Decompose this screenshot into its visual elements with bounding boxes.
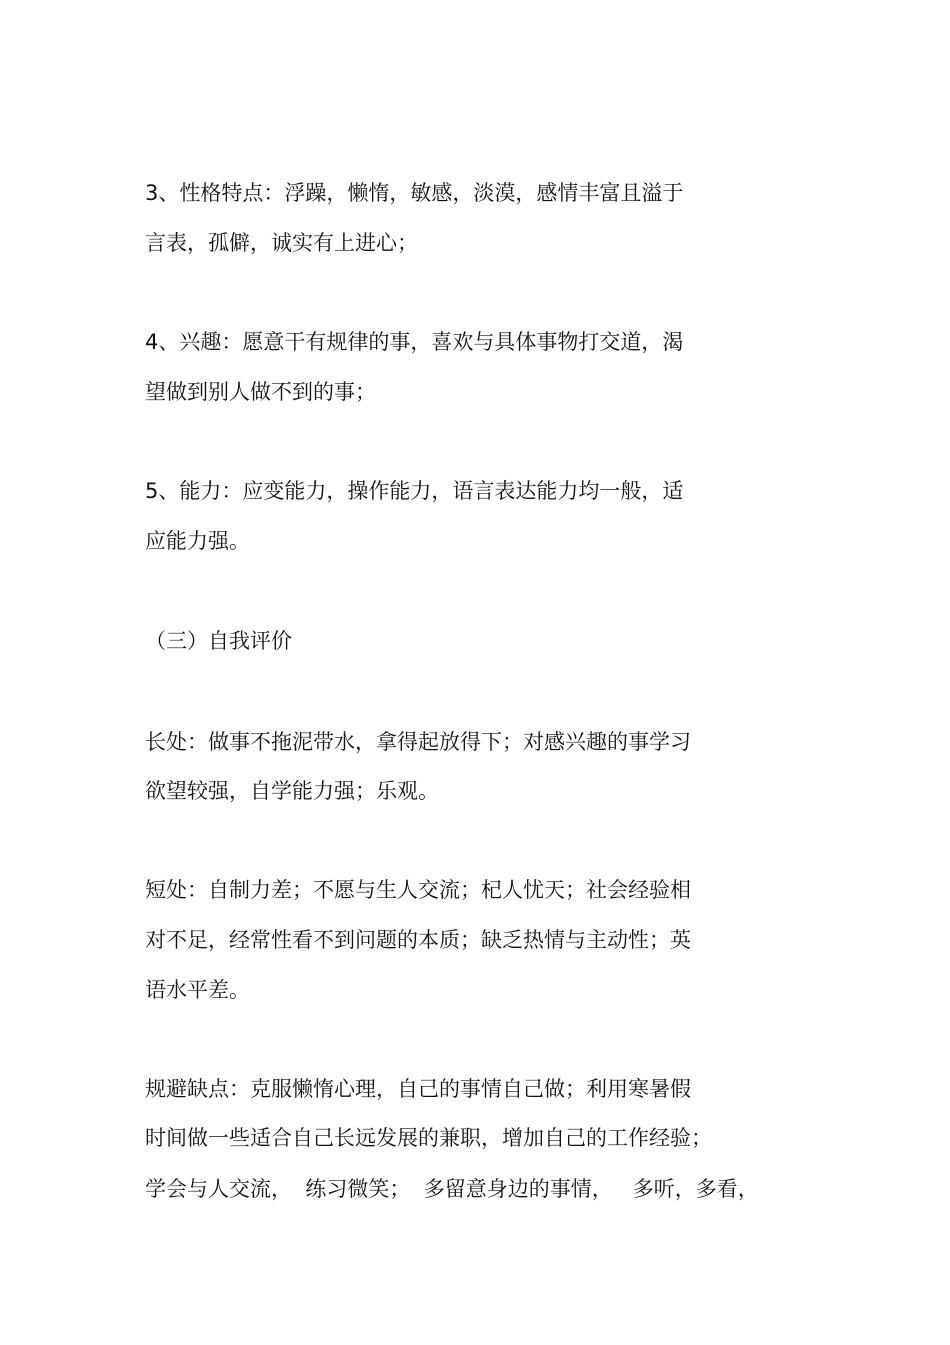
para-avoid-shortcomings-line-3: 学会与人交流， 练习微笑； 多留意身边的事情， 多听，多看， bbox=[145, 1177, 759, 1201]
para-character-line-2: 言表，孤僻，诚实有上进心； bbox=[145, 231, 418, 255]
para-ability-line-1: 5、能力：应变能力，操作能力，语言表达能力均一般，适 bbox=[145, 479, 684, 503]
para-strengths-line-1: 长处：做事不拖泥带水，拿得起放得下；对感兴趣的事学习 bbox=[145, 730, 691, 754]
para-character-line-1: 3、性格特点：浮躁，懒惰，敏感，淡漠，感情丰富且溢于 bbox=[145, 181, 684, 205]
para-interest-line-1: 4、兴趣：愿意干有规律的事，喜欢与具体事物打交道，渴 bbox=[145, 330, 684, 354]
para-weaknesses-line-2: 对不足，经常性看不到问题的本质；缺乏热情与主动性；英 bbox=[145, 928, 691, 952]
para-strengths-line-2: 欲望较强，自学能力强；乐观。 bbox=[145, 779, 439, 803]
section-heading-self-evaluation: （三）自我评价 bbox=[145, 629, 292, 653]
para-avoid-shortcomings-line-1: 规避缺点：克服懒惰心理，自己的事情自己做；利用寒暑假 bbox=[145, 1077, 691, 1101]
para-avoid-shortcomings-line-2: 时间做一些适合自己长远发展的兼职，增加自己的工作经验； bbox=[145, 1126, 712, 1150]
para-weaknesses-line-3: 语水平差。 bbox=[145, 978, 250, 1002]
para-ability-line-2: 应能力强。 bbox=[145, 529, 250, 553]
para-interest-line-2: 望做到别人做不到的事； bbox=[145, 380, 376, 404]
para-weaknesses-line-1: 短处：自制力差；不愿与生人交流；杞人忧天；社会经验相 bbox=[145, 878, 691, 902]
